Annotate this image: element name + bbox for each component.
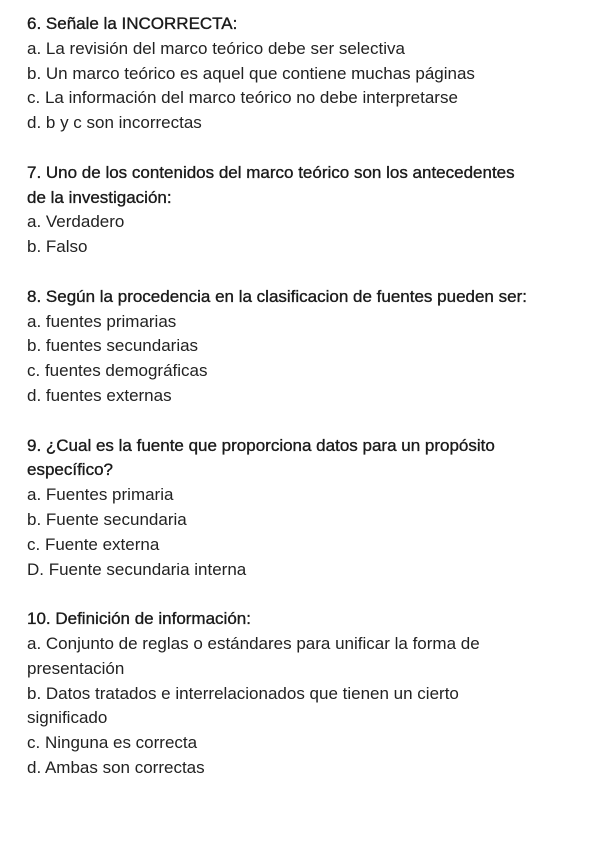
quiz-page bbox=[27, 12, 575, 806]
option-d: d. fuentes externas bbox=[27, 385, 172, 405]
question-title-line-1: 9. ¿Cual es la fuente que proporciona datos para un propósito bbox=[27, 435, 495, 455]
option-a: a. Verdadero bbox=[27, 212, 125, 232]
option-b: b. Fuente secundaria bbox=[27, 509, 187, 529]
option-d: d. Ambas son correctas bbox=[27, 757, 205, 777]
option-a: a. Fuentes primaria bbox=[27, 485, 174, 505]
option-d: D. Fuente secundaria interna bbox=[27, 559, 247, 579]
question-title: 8. Según la procedencia en la clasificacion de fuentes pueden ser: bbox=[27, 286, 527, 306]
option-b: b. fuentes secundarias bbox=[27, 336, 199, 356]
question-title: 6. Señale la INCORRECTA: bbox=[27, 14, 238, 33]
question-7 bbox=[27, 161, 575, 260]
question-6 bbox=[27, 12, 575, 136]
question-title-line-1: 7. Uno de los contenidos del marco teórico son los antecedentes bbox=[27, 162, 515, 182]
option-c: c. fuentes demográficas bbox=[27, 361, 208, 381]
question-9 bbox=[27, 434, 575, 583]
option-a: a. La revisión del marco teórico debe ser selectiva bbox=[27, 38, 405, 58]
option-a: a. fuentes primarias bbox=[27, 311, 177, 331]
option-a-line-1: a. Conjunto de reglas o estándares para unificar la forma de bbox=[27, 633, 480, 653]
option-a-line-2: presentación bbox=[27, 658, 125, 678]
question-title-line-2: de la investigación: bbox=[27, 187, 172, 207]
option-b: b. Falso bbox=[27, 237, 88, 257]
option-c: c. La información del marco teórico no debe interpretarse bbox=[27, 88, 458, 108]
option-b-line-1: b. Datos tratados e interrelacionados que tienen un cierto bbox=[27, 683, 459, 703]
question-title: 10. Definición de información: bbox=[27, 609, 251, 629]
question-10 bbox=[27, 607, 575, 781]
option-c: c. Ninguna es correcta bbox=[27, 733, 198, 753]
option-d: d. b y c son incorrectas bbox=[27, 113, 202, 133]
question-title-line-2: específico? bbox=[27, 460, 113, 480]
option-b-line-2: significado bbox=[27, 708, 108, 728]
option-b: b. Un marco teórico es aquel que contiene muchas páginas bbox=[27, 63, 475, 83]
option-c: c. Fuente externa bbox=[27, 534, 160, 554]
question-8 bbox=[27, 285, 575, 409]
